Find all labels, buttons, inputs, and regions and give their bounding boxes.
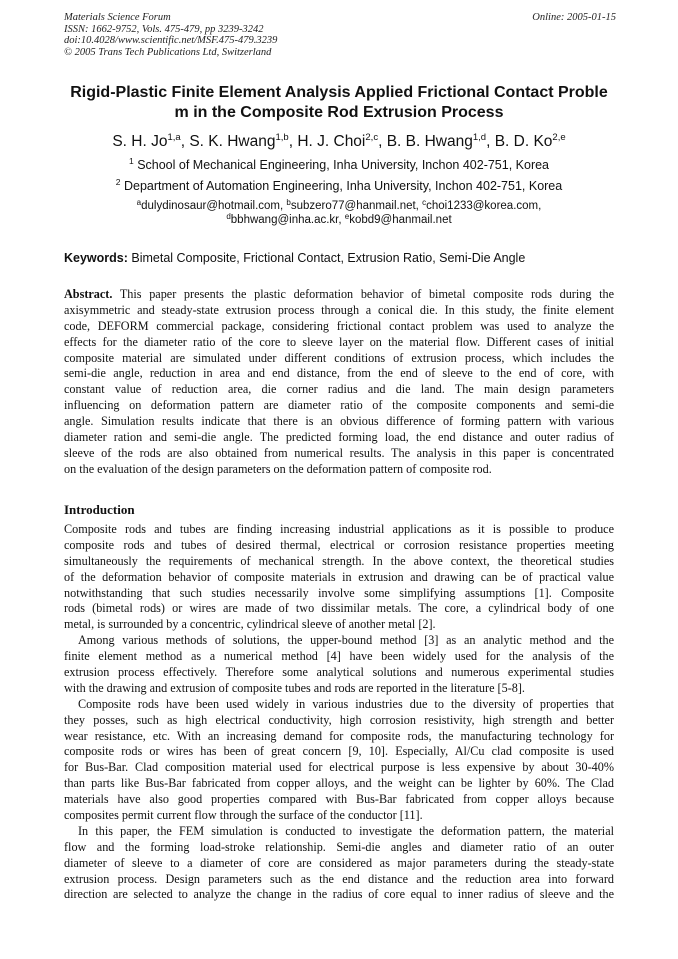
paper-title [64,83,614,122]
author-affiliation-mark: 2,e [552,132,566,143]
author [112,133,189,150]
affiliation-2 [0,178,678,194]
intro-line: composites permit current flow through the surface of the conductor [11]. [64,808,423,823]
intro-line: with the drawing and extrusion of composite tubes and rods are reported in the literature [5-8]. [64,680,525,695]
email-mark: a [136,198,142,207]
author-affiliation-mark: 1,d [472,132,487,143]
author-name: S. H. Jo [112,133,168,150]
intro-line: materials have also good properties compared with Bus-Bar fabricated from copper alloys because [64,792,614,807]
title-line-1: Rigid-Plastic Finite Element Analysis Applied Frictional Contact Proble [70,84,608,101]
journal-name: Materials Science Forum [64,12,171,23]
author-separator: , [288,133,298,150]
doi-line[interactable]: doi:10.4028/www.scientific.net/MSF.475-479.3239 [64,35,278,46]
author-affiliation-mark: 1,a [167,132,181,143]
email-mark: e [344,212,350,221]
email-address[interactable]: kobd9@hanmail.net [349,214,452,226]
abstract-line: Abstract. This paper presents the plastic deformation behavior of bimetal composite rods during the [64,287,614,301]
keywords [64,250,624,266]
abstract-line: sleeve of the rods are also obtained from numerical results. The analysis in this paper is concentrated [64,445,614,460]
intro-line: diameter of sleeve to a diameter of core are considered as major parameters during the steady-state [64,855,614,870]
intro-line: composite rods and tubes of desired thermal, electrical or corrosion resistance properties meeting [64,537,614,552]
email-block [0,199,678,227]
intro-line: they posses, such as high electrical conductivity, high corrosion resistivity, high strength and better [64,712,614,727]
abstract-line: composite material are simulated under different conditions of extrusion process, which includes the [64,350,614,365]
abstract-line: on the evaluation of the design parameters on the deformation pattern of composite rod. [64,461,492,476]
intro-line: rods (bimetal rods) or wires are made of two dissimilar metals. The core, a cylindrical body of one [64,601,614,616]
email-mark: c [422,198,427,207]
author-separator: , [378,133,387,150]
affiliation-text: School of Mechanical Engineering, Inha University, Inchon 402-751, Korea [133,158,550,172]
author [297,133,386,150]
author-separator: , [180,133,190,150]
intro-line: composite rods or wires has been of great concern [9, 10]. Especially, Al/Cu clad composite is used [64,744,614,759]
abstract-line: axisymmetric and steady-state extrusion process through a conical die. In this study, the finite element [64,302,614,317]
intro-line: of the deformation behavior of composite materials in extrusion and drawing can be of practical value [64,569,614,584]
author-separator: , [486,133,495,150]
abstract [64,287,614,478]
author-name: B. D. Ko [494,133,553,150]
introduction-heading: Introduction [64,502,135,517]
intro-line: direction are selected to analyze the change in the radius of core equal to inner radius of sleeve and the [64,887,614,902]
intro-line: than parts like Bus-Bar fabricated from copper alloys, and the weight can be lighter by 60%. The Clad [64,776,614,791]
intro-line: Composite rods have been used widely in various industries due to the diversity of properties that [78,696,614,711]
intro-line: for Bus-Bar. Clad composition material used for electrical purpose is less expensive by about 30-40% [64,760,614,775]
intro-line: notwithstanding that such studies necessarily involve some simplifying assumptions [1]. Composite [64,585,614,600]
intro-line: flow and the forming load-stroke relationship. Semi-die angles and diameter ratio of an outer [64,839,614,854]
email-mark: b [286,198,291,207]
email-address[interactable]: bbhwang@inha.ac.kr, [230,214,345,226]
intro-line: Composite rods and tubes are finding increasing industrial applications as it is possible to produce [64,522,614,536]
title-line-2: m in the Composite Rod Extrusion Process [174,103,504,121]
copyright-line: © 2005 Trans Tech Publications Ltd, Switzerland [64,46,272,58]
intro-line: finite element method as a numerical method [4] have been widely used for the analysis of the [64,649,614,664]
abstract-line: diameter ration and semi-die angle. The predicted forming load, the end distance and outer radius of [64,430,614,445]
intro-line: extrusion process. Design parameters such as the end distance and the reduction area into forward [64,871,614,886]
keywords-text: Bimetal Composite, Frictional Contact, Extrusion Ratio, Semi-Die Angle [127,251,526,265]
author-affiliation-mark: 2,c [365,132,379,143]
author [495,133,566,150]
email-address[interactable]: subzero77@hanmail.net, [290,200,423,212]
affiliation-1 [0,157,678,173]
email-line-1 [0,199,678,213]
keywords-label: Keywords: [64,251,128,265]
introduction-body [64,522,614,903]
online-date: Online: 2005-01-15 [532,12,616,23]
author [387,133,495,150]
intro-line: In this paper, the FEM simulation is conducted to investigate the deformation pattern, the material [78,823,614,838]
abstract-line: influencing on deformation pattern are diameter ratio of the composite components and semi-die [64,398,614,413]
journal-header [64,12,484,58]
abstract-line: effects for the diameter ratio of the core to sleeve layer on the material flow. Different cases of initial [64,334,614,349]
affiliation-number: 2 [115,177,121,187]
intro-line: wear resistance, etc. With an increasing demand for composite rods, the manufacturing technology for [64,728,614,743]
author-name: S. K. Hwang [189,133,276,150]
affiliation-text: Department of Automation Engineering, Inha University, Inchon 402-751, Korea [120,179,563,193]
intro-line: extrusion process effectively. Therefore some analytical solutions and numerous experimental studies [64,665,614,680]
email-line-2 [0,213,678,227]
author-list [0,132,678,152]
abstract-line: code, DEFORM commercial package, considering frictional contact problem was used to analyze the [64,318,614,333]
intro-line: metal, is surrounded by a concentric, cylindrical sleeve of another metal [2]. [64,617,436,632]
author-name: H. J. Choi [297,133,366,150]
author-affiliation-mark: 1,b [275,132,289,143]
intro-line: Among various methods of solutions, the upper-bound method [3] as an analytic method and the [78,633,614,648]
abstract-line: semi-die angle, reduction in area and end distance, from the end of sleeve to the end of core, with [64,366,614,381]
email-address[interactable]: dulydinosaur@hotmail.com, [141,200,287,212]
email-address[interactable]: choi1233@korea.com, [426,200,542,212]
issn-line[interactable]: ISSN: 1662-9752, Vols. 475-479, pp 3239-3242 [64,23,264,35]
intro-line: simultaneously the requirements of mechanical strength. In the above context, the theoretical studies [64,553,614,568]
author-name: B. B. Hwang [386,133,473,150]
affiliation-number: 1 [128,156,134,166]
author [189,133,297,150]
email-mark: d [226,212,231,221]
abstract-label: Abstract. [64,287,113,301]
abstract-line: angle. Simulation results indicate that there is an obvious difference of forming pattern with various [64,414,614,429]
abstract-line: constant value of reduction area, die corner radius and die land. The main design parameters [64,382,614,397]
